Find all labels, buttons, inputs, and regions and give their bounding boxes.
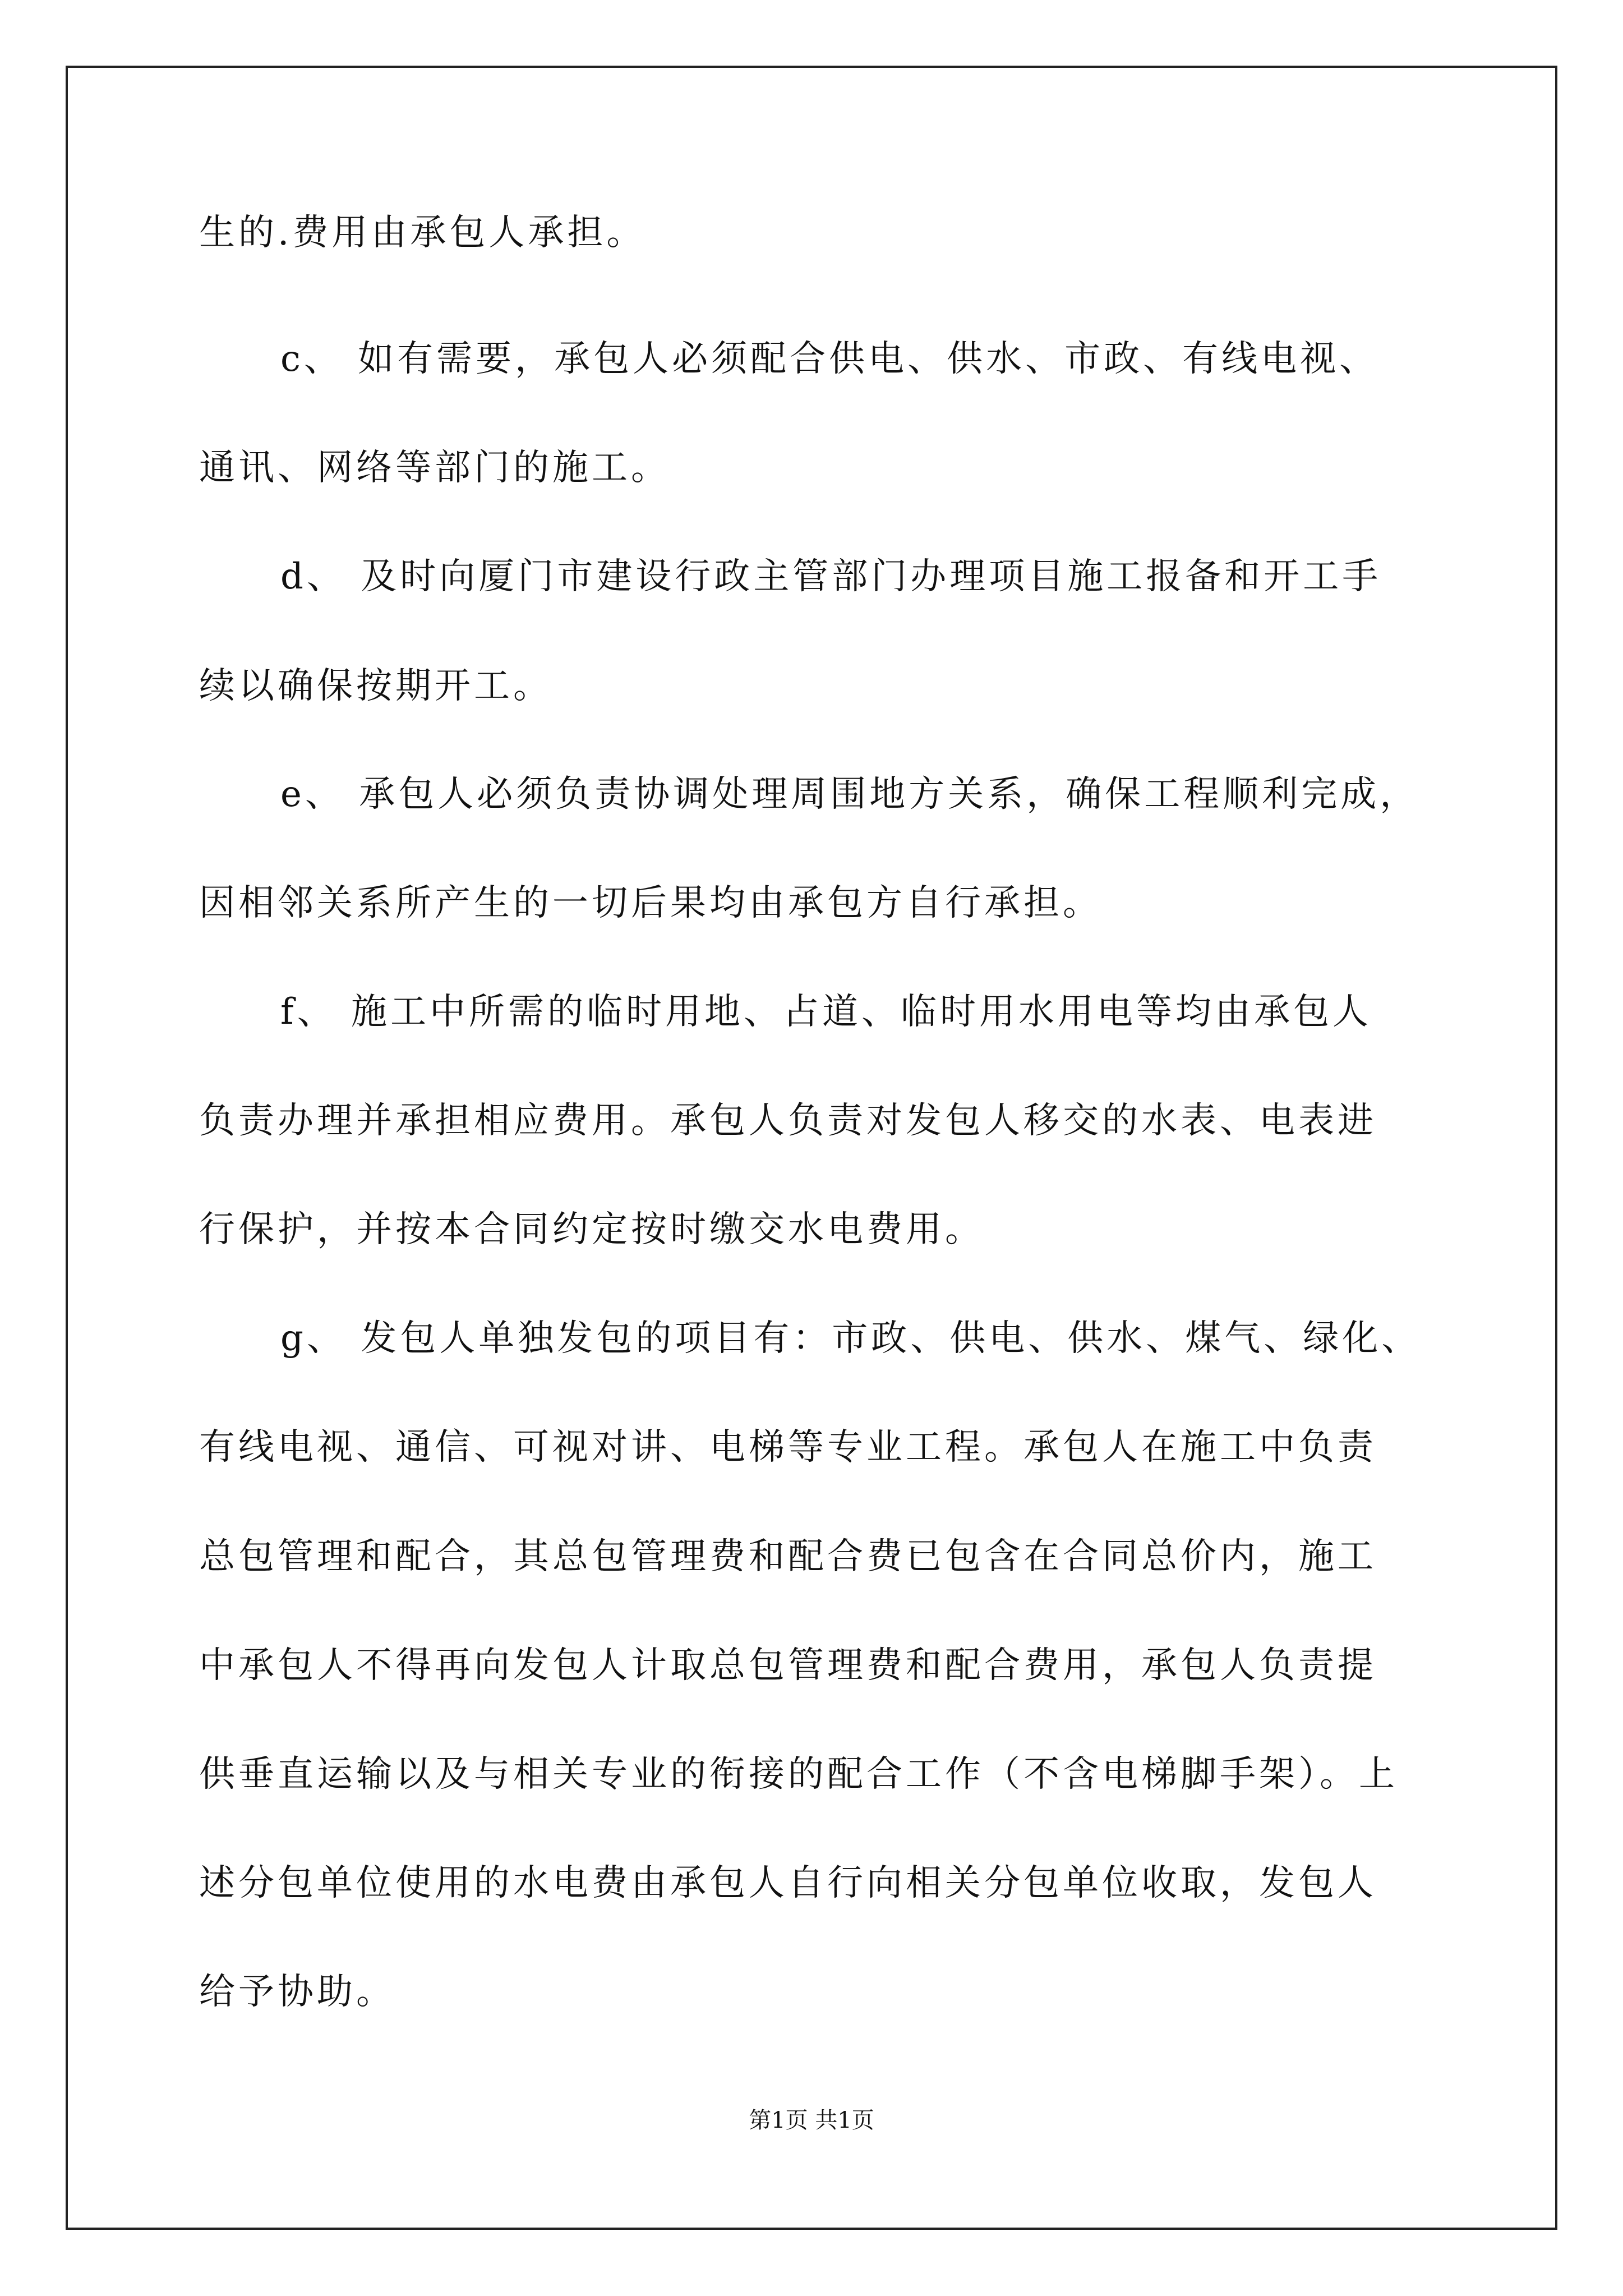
text-line: 行保护，并按本合同约定按时缴交水电费用。 [199,1209,984,1250]
text-line: 总包管理和配合，其总包管理费和配合费已包含在合同总价内，施工 [199,1536,1377,1577]
text-line: 通讯、网络等部门的施工。 [199,447,670,489]
text-line: 中承包人不得再向发包人计取总包管理费和配合费用，承包人负责提 [199,1645,1377,1686]
text-line: 生的.费用由承包人承担。 [199,212,646,254]
text-line-item-g: g、 发包人单独发包的项目有：市政、供电、供水、煤气、绿化、 [280,1318,1421,1359]
text-line: 续以确保按期开工。 [199,665,552,707]
text-line: 负责办理并承担相应费用。承包人负责对发包人移交的水表、电表进 [199,1100,1377,1142]
text-line-item-d: d、 及时向厦门市建设行政主管部门办理项目施工报备和开工手 [280,556,1382,597]
text-line-item-e: e、 承包人必须负责协调处理周围地方关系，确保工程顺利完成， [280,774,1419,815]
text-line: 有线电视、通信、可视对讲、电梯等专业工程。承包人在施工中负责 [199,1427,1377,1468]
text-line-item-c: c、 如有需要，承包人必须配合供电、供水、市政、有线电视、 [280,338,1379,380]
text-line: 述分包单位使用的水电费由承包人自行向相关分包单位收取，发包人 [199,1862,1377,1904]
text-line: 供垂直运输以及与相关专业的衔接的配合工作（不含电梯脚手架）。上 [199,1754,1398,1795]
text-line: 因相邻关系所产生的一切后果均由承包方自行承担。 [199,882,1102,924]
text-line: 给予协助。 [199,1971,395,2013]
page-footer: 第1页 共1页 [749,2108,874,2133]
text-line-item-f: f、 施工中所需的临时用地、占道、临时用水用电等均由承包人 [280,991,1372,1033]
